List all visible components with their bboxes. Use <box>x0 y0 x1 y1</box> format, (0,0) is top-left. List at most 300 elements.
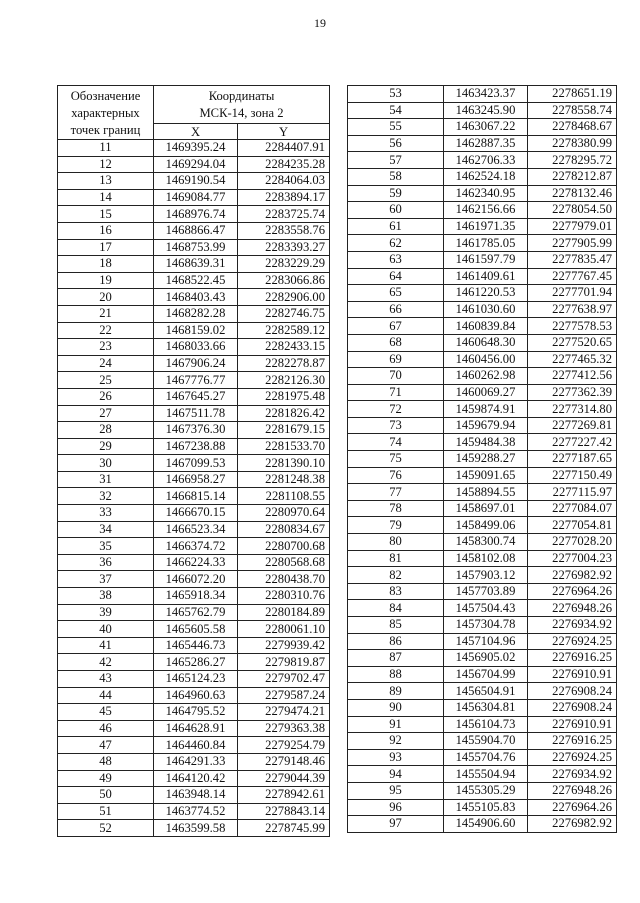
y-coordinate: 2282433.15 <box>238 339 330 356</box>
x-coordinate: 1467099.53 <box>154 455 238 472</box>
x-coordinate: 1464795.52 <box>154 704 238 721</box>
point-number: 83 <box>348 583 444 600</box>
point-number: 43 <box>58 671 154 688</box>
y-coordinate: 2281975.48 <box>238 388 330 405</box>
y-coordinate: 2277701.94 <box>528 285 617 302</box>
point-number: 73 <box>348 417 444 434</box>
x-coordinate: 1466815.14 <box>154 488 238 505</box>
point-number: 88 <box>348 666 444 683</box>
y-coordinate: 2278558.74 <box>528 102 617 119</box>
x-coordinate: 1466224.33 <box>154 554 238 571</box>
table-row <box>348 318 617 335</box>
point-number: 47 <box>58 737 154 754</box>
x-coordinate: 1456104.73 <box>444 716 528 733</box>
y-coordinate: 2281390.10 <box>238 455 330 472</box>
table-row <box>348 716 617 733</box>
x-coordinate: 1455504.94 <box>444 766 528 783</box>
y-coordinate: 2280700.68 <box>238 538 330 555</box>
point-number: 66 <box>348 301 444 318</box>
y-coordinate: 2278212.87 <box>528 168 617 185</box>
y-coordinate: 2279363.38 <box>238 720 330 737</box>
table-row <box>58 704 330 721</box>
table-row <box>348 334 617 351</box>
point-number: 94 <box>348 766 444 783</box>
table-row <box>348 534 617 551</box>
y-coordinate: 2279474.21 <box>238 704 330 721</box>
table-row <box>58 571 330 588</box>
x-coordinate: 1461030.60 <box>444 301 528 318</box>
table-row <box>58 770 330 787</box>
point-number: 14 <box>58 189 154 206</box>
point-number: 38 <box>58 588 154 605</box>
x-coordinate: 1465918.34 <box>154 588 238 605</box>
table-row <box>348 417 617 434</box>
point-number: 86 <box>348 633 444 650</box>
point-number: 79 <box>348 517 444 534</box>
x-coordinate: 1460262.98 <box>444 368 528 385</box>
point-number: 97 <box>348 816 444 833</box>
y-coordinate: 2281679.15 <box>238 422 330 439</box>
coordinates-table-left <box>57 85 330 837</box>
table-row <box>58 206 330 223</box>
table-row <box>58 637 330 654</box>
table-row <box>58 720 330 737</box>
y-coordinate: 2279148.46 <box>238 753 330 770</box>
coords-label-line: Координаты <box>208 89 275 103</box>
table-row <box>348 119 617 136</box>
y-coordinate: 2281826.42 <box>238 405 330 422</box>
point-number: 89 <box>348 683 444 700</box>
x-coordinate: 1463245.90 <box>444 102 528 119</box>
y-coordinate: 2277465.32 <box>528 351 617 368</box>
table-row <box>58 256 330 273</box>
x-coordinate: 1454906.60 <box>444 816 528 833</box>
x-coordinate: 1462524.18 <box>444 168 528 185</box>
y-coordinate: 2278468.67 <box>528 119 617 136</box>
x-coordinate: 1469190.54 <box>154 173 238 190</box>
x-coordinate: 1459679.94 <box>444 417 528 434</box>
point-number: 69 <box>348 351 444 368</box>
point-number: 34 <box>58 521 154 538</box>
point-number: 68 <box>348 334 444 351</box>
table-row <box>348 816 617 833</box>
y-coordinate: 2276934.92 <box>528 617 617 634</box>
y-coordinate: 2276916.25 <box>528 733 617 750</box>
y-coordinate: 2283229.29 <box>238 256 330 273</box>
x-coordinate: 1467645.27 <box>154 388 238 405</box>
x-coordinate: 1456704.99 <box>444 666 528 683</box>
y-coordinate: 2278843.14 <box>238 803 330 820</box>
table-row <box>58 505 330 522</box>
point-number: 61 <box>348 218 444 235</box>
point-number: 26 <box>58 388 154 405</box>
coords-label-line: МСК-14, зона 2 <box>199 106 284 120</box>
y-coordinate: 2276982.92 <box>528 567 617 584</box>
y-coordinate: 2276964.26 <box>528 583 617 600</box>
y-coordinate: 2280438.70 <box>238 571 330 588</box>
table-row <box>348 500 617 517</box>
table-row <box>348 683 617 700</box>
point-number: 70 <box>348 368 444 385</box>
table-row <box>58 554 330 571</box>
table-row <box>58 803 330 820</box>
point-number: 13 <box>58 173 154 190</box>
point-number: 80 <box>348 534 444 551</box>
page-number: 19 <box>314 16 326 30</box>
x-coordinate: 1466374.72 <box>154 538 238 555</box>
x-coordinate: 1460839.84 <box>444 318 528 335</box>
x-coordinate: 1462340.95 <box>444 185 528 202</box>
point-number: 27 <box>58 405 154 422</box>
y-coordinate: 2276948.26 <box>528 600 617 617</box>
y-coordinate: 2276948.26 <box>528 782 617 799</box>
table-row <box>58 687 330 704</box>
point-number: 77 <box>348 484 444 501</box>
y-coordinate: 2277004.23 <box>528 550 617 567</box>
x-coordinate: 1460648.30 <box>444 334 528 351</box>
y-coordinate: 2284407.91 <box>238 140 330 157</box>
table-row <box>348 268 617 285</box>
table-row <box>348 102 617 119</box>
x-coordinate: 1465446.73 <box>154 637 238 654</box>
table-row <box>58 588 330 605</box>
point-number: 15 <box>58 206 154 223</box>
y-coordinate: 2283066.86 <box>238 272 330 289</box>
x-coordinate: 1462887.35 <box>444 135 528 152</box>
point-number: 64 <box>348 268 444 285</box>
point-label-line: точек границ <box>70 123 141 137</box>
point-number: 82 <box>348 567 444 584</box>
y-coordinate: 2279702.47 <box>238 671 330 688</box>
table-row <box>348 401 617 418</box>
y-coordinate: 2277028.20 <box>528 534 617 551</box>
table-row <box>58 339 330 356</box>
point-number: 24 <box>58 355 154 372</box>
y-coordinate: 2277412.56 <box>528 368 617 385</box>
table-row <box>348 583 617 600</box>
x-coordinate: 1457703.89 <box>444 583 528 600</box>
point-number: 76 <box>348 467 444 484</box>
x-coordinate: 1468403.43 <box>154 289 238 306</box>
point-number: 75 <box>348 451 444 468</box>
table-body-left <box>58 140 330 837</box>
y-coordinate: 2277115.97 <box>528 484 617 501</box>
point-number: 54 <box>348 102 444 119</box>
y-coordinate: 2281533.70 <box>238 438 330 455</box>
x-coordinate: 1461597.79 <box>444 251 528 268</box>
table-row <box>58 538 330 555</box>
y-coordinate: 2278380.99 <box>528 135 617 152</box>
table-row <box>58 388 330 405</box>
x-coordinate: 1458894.55 <box>444 484 528 501</box>
table-row <box>348 285 617 302</box>
table-row <box>348 484 617 501</box>
point-number: 17 <box>58 239 154 256</box>
point-number: 96 <box>348 799 444 816</box>
y-coordinate: 2281108.55 <box>238 488 330 505</box>
table-row <box>58 305 330 322</box>
x-coordinate: 1468639.31 <box>154 256 238 273</box>
point-number: 58 <box>348 168 444 185</box>
table-row <box>58 671 330 688</box>
point-number: 93 <box>348 749 444 766</box>
table-row <box>58 488 330 505</box>
y-coordinate: 2278054.50 <box>528 202 617 219</box>
x-coordinate: 1456905.02 <box>444 650 528 667</box>
x-coordinate: 1455305.29 <box>444 782 528 799</box>
point-number: 59 <box>348 185 444 202</box>
x-coordinate: 1465762.79 <box>154 604 238 621</box>
point-number: 56 <box>348 135 444 152</box>
y-coordinate: 2282126.30 <box>238 372 330 389</box>
x-coordinate: 1468976.74 <box>154 206 238 223</box>
y-coordinate: 2283894.17 <box>238 189 330 206</box>
y-coordinate: 2276916.25 <box>528 650 617 667</box>
point-number: 67 <box>348 318 444 335</box>
x-coordinate: 1469395.24 <box>154 140 238 157</box>
table-row <box>348 633 617 650</box>
table-row <box>58 189 330 206</box>
point-number: 50 <box>58 787 154 804</box>
x-coordinate: 1463599.58 <box>154 820 238 837</box>
point-number: 32 <box>58 488 154 505</box>
x-coordinate: 1455904.70 <box>444 733 528 750</box>
point-number: 12 <box>58 156 154 173</box>
y-coordinate: 2279044.39 <box>238 770 330 787</box>
point-label-line: Обозначение <box>70 89 141 103</box>
x-coordinate: 1466072.20 <box>154 571 238 588</box>
y-coordinate: 2276910.91 <box>528 666 617 683</box>
point-label-header <box>58 86 154 140</box>
point-number: 92 <box>348 733 444 750</box>
x-coordinate: 1457504.43 <box>444 600 528 617</box>
x-coordinate: 1465286.27 <box>154 654 238 671</box>
y-coordinate: 2282278.87 <box>238 355 330 372</box>
table-row <box>58 438 330 455</box>
x-coordinate: 1458697.01 <box>444 500 528 517</box>
x-coordinate: 1463948.14 <box>154 787 238 804</box>
point-number: 62 <box>348 235 444 252</box>
x-coordinate: 1459091.65 <box>444 467 528 484</box>
point-number: 51 <box>58 803 154 820</box>
y-coordinate: 2280834.67 <box>238 521 330 538</box>
table-row <box>58 455 330 472</box>
y-coordinate: 2277979.01 <box>528 218 617 235</box>
table-row <box>348 135 617 152</box>
point-number: 63 <box>348 251 444 268</box>
point-number: 16 <box>58 222 154 239</box>
x-coordinate: 1467906.24 <box>154 355 238 372</box>
y-coordinate: 2277314.80 <box>528 401 617 418</box>
point-number: 74 <box>348 434 444 451</box>
point-number: 20 <box>58 289 154 306</box>
y-coordinate: 2283393.27 <box>238 239 330 256</box>
table-row <box>348 218 617 235</box>
point-number: 21 <box>58 305 154 322</box>
table-row <box>348 152 617 169</box>
point-number: 36 <box>58 554 154 571</box>
table-row <box>348 235 617 252</box>
x-coordinate: 1458102.08 <box>444 550 528 567</box>
y-coordinate: 2278651.19 <box>528 86 617 103</box>
coordinates-header <box>154 86 330 124</box>
y-coordinate: 2279819.87 <box>238 654 330 671</box>
y-coordinate: 2276982.92 <box>528 816 617 833</box>
y-coordinate: 2282906.00 <box>238 289 330 306</box>
point-number: 11 <box>58 140 154 157</box>
table-row <box>58 239 330 256</box>
table-row <box>58 140 330 157</box>
y-coordinate: 2277905.99 <box>528 235 617 252</box>
y-coordinate: 2277150.49 <box>528 467 617 484</box>
table-row <box>58 621 330 638</box>
x-coordinate: 1461220.53 <box>444 285 528 302</box>
table-row <box>348 567 617 584</box>
x-coordinate: 1464291.33 <box>154 753 238 770</box>
point-number: 41 <box>58 637 154 654</box>
point-number: 87 <box>348 650 444 667</box>
point-number: 60 <box>348 202 444 219</box>
x-coordinate: 1467776.77 <box>154 372 238 389</box>
x-coordinate: 1462706.33 <box>444 152 528 169</box>
point-number: 28 <box>58 422 154 439</box>
table-row <box>348 185 617 202</box>
x-coordinate: 1464960.63 <box>154 687 238 704</box>
y-coordinate: 2277578.53 <box>528 318 617 335</box>
x-coordinate: 1465605.58 <box>154 621 238 638</box>
x-coordinate: 1467238.88 <box>154 438 238 455</box>
point-number: 84 <box>348 600 444 617</box>
table-row <box>58 820 330 837</box>
x-coordinate: 1455105.83 <box>444 799 528 816</box>
table-row <box>348 766 617 783</box>
x-coordinate: 1461971.35 <box>444 218 528 235</box>
x-coordinate: 1457903.12 <box>444 567 528 584</box>
x-coordinate: 1459288.27 <box>444 451 528 468</box>
y-coordinate: 2277767.45 <box>528 268 617 285</box>
x-coordinate: 1468159.02 <box>154 322 238 339</box>
table-row <box>58 787 330 804</box>
y-coordinate: 2278295.72 <box>528 152 617 169</box>
table-row <box>58 355 330 372</box>
point-number: 42 <box>58 654 154 671</box>
y-coordinate: 2283558.76 <box>238 222 330 239</box>
x-coordinate: 1465124.23 <box>154 671 238 688</box>
table-row <box>58 156 330 173</box>
x-coordinate: 1466523.34 <box>154 521 238 538</box>
y-coordinate: 2279939.42 <box>238 637 330 654</box>
y-coordinate: 2278942.61 <box>238 787 330 804</box>
x-coordinate: 1459484.38 <box>444 434 528 451</box>
point-number: 71 <box>348 384 444 401</box>
x-coordinate: 1467376.30 <box>154 422 238 439</box>
x-coordinate: 1466670.15 <box>154 505 238 522</box>
point-number: 31 <box>58 471 154 488</box>
point-number: 90 <box>348 699 444 716</box>
x-coordinate: 1463774.52 <box>154 803 238 820</box>
table-row <box>348 86 617 103</box>
table-row <box>348 251 617 268</box>
table-row <box>348 799 617 816</box>
table-row <box>58 604 330 621</box>
table-row <box>348 168 617 185</box>
y-coordinate: 2277638.97 <box>528 301 617 318</box>
point-number: 40 <box>58 621 154 638</box>
table-row <box>348 384 617 401</box>
x-coordinate: 1462156.66 <box>444 202 528 219</box>
table-row <box>58 471 330 488</box>
point-label-line: характерных <box>71 106 140 120</box>
table-body-right <box>348 86 617 833</box>
x-coordinate: 1468522.45 <box>154 272 238 289</box>
x-coordinate: 1464628.91 <box>154 720 238 737</box>
point-number: 57 <box>348 152 444 169</box>
point-number: 39 <box>58 604 154 621</box>
y-coordinate: 2277054.81 <box>528 517 617 534</box>
table-row <box>58 422 330 439</box>
y-coordinate: 2276908.24 <box>528 699 617 716</box>
table-row <box>348 749 617 766</box>
y-coordinate: 2280061.10 <box>238 621 330 638</box>
point-number: 46 <box>58 720 154 737</box>
table-row <box>348 650 617 667</box>
x-coordinate: 1469084.77 <box>154 189 238 206</box>
x-coordinate: 1468753.99 <box>154 239 238 256</box>
y-coordinate: 2279587.24 <box>238 687 330 704</box>
x-coordinate: 1468033.66 <box>154 339 238 356</box>
x-coordinate: 1464460.84 <box>154 737 238 754</box>
table-row <box>58 737 330 754</box>
y-coordinate: 2276934.92 <box>528 766 617 783</box>
point-number: 35 <box>58 538 154 555</box>
table-row <box>58 521 330 538</box>
point-number: 55 <box>348 119 444 136</box>
y-coordinate: 2283725.74 <box>238 206 330 223</box>
table-row <box>348 351 617 368</box>
x-coordinate: 1461785.05 <box>444 235 528 252</box>
y-coordinate: 2277227.42 <box>528 434 617 451</box>
x-coordinate: 1455704.76 <box>444 749 528 766</box>
y-coordinate: 2276924.25 <box>528 749 617 766</box>
x-coordinate: 1463423.37 <box>444 86 528 103</box>
point-number: 33 <box>58 505 154 522</box>
point-number: 44 <box>58 687 154 704</box>
table-row <box>58 654 330 671</box>
x-coordinate: 1456304.81 <box>444 699 528 716</box>
table-row <box>348 699 617 716</box>
point-number: 30 <box>58 455 154 472</box>
point-number: 72 <box>348 401 444 418</box>
x-coordinate: 1456504.91 <box>444 683 528 700</box>
point-number: 48 <box>58 753 154 770</box>
table-row <box>348 666 617 683</box>
point-number: 19 <box>58 272 154 289</box>
table-row <box>58 289 330 306</box>
table-row <box>348 434 617 451</box>
x-coordinate: 1463067.22 <box>444 119 528 136</box>
table-row <box>348 202 617 219</box>
y-coordinate: 2284235.28 <box>238 156 330 173</box>
y-coordinate: 2277362.39 <box>528 384 617 401</box>
x-coordinate: 1460456.00 <box>444 351 528 368</box>
x-coordinate: 1464120.42 <box>154 770 238 787</box>
point-number: 91 <box>348 716 444 733</box>
y-coordinate: 2280310.76 <box>238 588 330 605</box>
table-row <box>58 372 330 389</box>
table-row <box>58 405 330 422</box>
point-number: 45 <box>58 704 154 721</box>
coordinates-table-right <box>347 85 617 833</box>
